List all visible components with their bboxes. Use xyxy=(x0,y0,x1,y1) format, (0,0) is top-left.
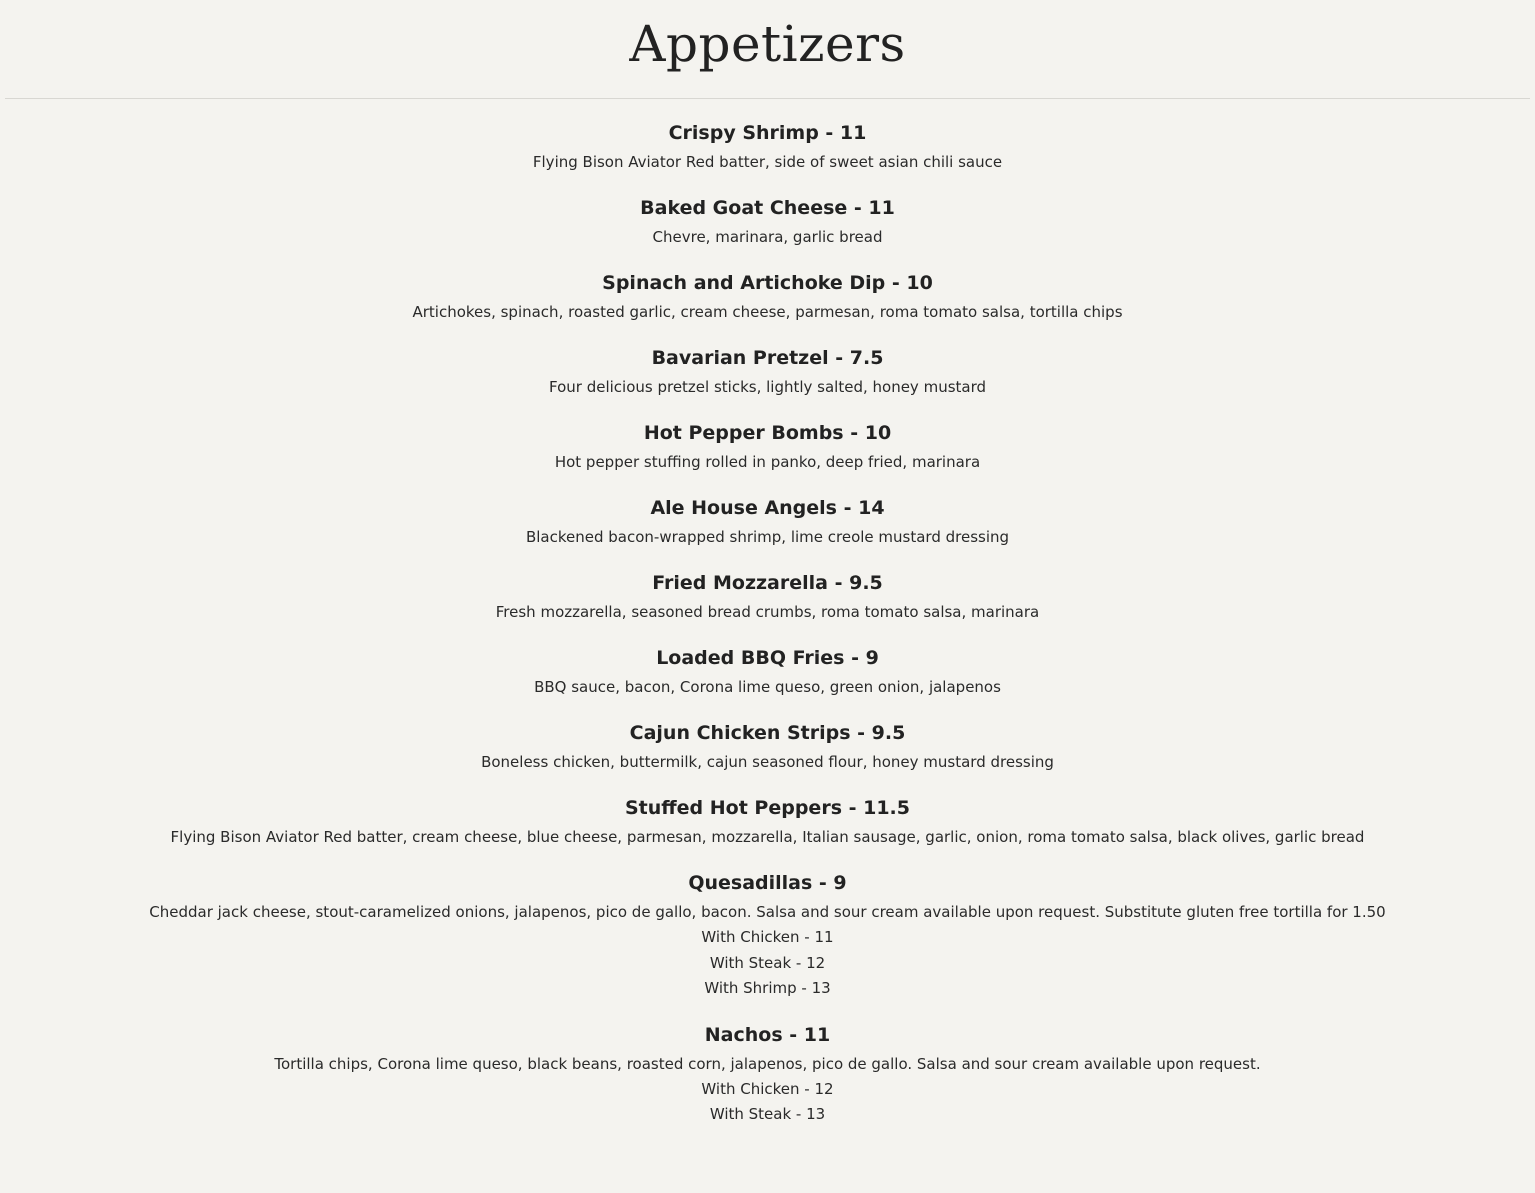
menu-item-name: Spinach and Artichoke Dip - 10 xyxy=(602,272,933,294)
menu-item-description: Four delicious pretzel sticks, lightly salted, honey mustard xyxy=(548,378,987,396)
menu-item-name: Quesadillas - 9 xyxy=(688,872,847,894)
menu-item-description: Boneless chicken, buttermilk, cajun seasoned flour, honey mustard dressing xyxy=(481,753,1054,771)
menu-item xyxy=(0,344,1535,400)
menu-item-name: Baked Goat Cheese - 11 xyxy=(640,197,895,219)
menu-item-name: Cajun Chicken Strips - 9.5 xyxy=(629,722,906,744)
menu-item-name: Nachos - 11 xyxy=(704,1023,831,1046)
menu-item xyxy=(0,119,1535,175)
menu-list xyxy=(0,99,1535,1128)
menu-item xyxy=(0,419,1535,475)
menu-item xyxy=(0,269,1535,325)
menu-item-name: Loaded BBQ Fries - 9 xyxy=(656,647,879,669)
menu-item-description: BBQ sauce, bacon, Corona lime queso, green onion, jalapenos xyxy=(534,678,1001,696)
menu-item xyxy=(0,794,1535,850)
menu-item xyxy=(0,719,1535,775)
menu-item-description: Chevre, marinara, garlic bread xyxy=(652,228,883,246)
page-title: Appetizers xyxy=(629,15,906,73)
menu-item-option: With Steak - 13 xyxy=(709,1105,826,1123)
menu-item-description: Artichokes, spinach, roasted garlic, cream cheese, parmesan, roma tomato salsa, tortilla chips xyxy=(412,303,1123,321)
menu-item-name: Stuffed Hot Peppers - 11.5 xyxy=(624,797,910,819)
menu-item-name: Ale House Angels - 14 xyxy=(650,497,885,519)
menu-item-description: Tortilla chips, Corona lime queso, black beans, roasted corn, jalapenos, pico de gallo. Salsa and sour cream available upon request. xyxy=(274,1054,1261,1073)
menu-item-option: With Shrimp - 13 xyxy=(704,979,831,997)
menu-item xyxy=(0,869,1535,1002)
menu-item-option: With Chicken - 12 xyxy=(701,1079,834,1098)
menu-item-description: Blackened bacon-wrapped shrimp, lime creole mustard dressing xyxy=(525,528,1010,546)
menu-item-name: Fried Mozzarella - 9.5 xyxy=(652,572,883,594)
menu-item-description: Fresh mozzarella, seasoned bread crumbs, roma tomato salsa, marinara xyxy=(495,603,1040,621)
menu-item-description: Flying Bison Aviator Red batter, cream cheese, blue cheese, parmesan, mozzarella, Italian sausage, garlic, onion, roma tomato salsa, black olives, garlic bread xyxy=(170,828,1365,846)
menu-item-name: Bavarian Pretzel - 7.5 xyxy=(651,347,884,369)
menu-item-name: Crispy Shrimp - 11 xyxy=(668,122,867,144)
page-header xyxy=(5,0,1530,99)
menu-item xyxy=(0,194,1535,250)
menu-item-description: Flying Bison Aviator Red batter, side of sweet asian chili sauce xyxy=(532,153,1003,171)
menu-item-option: With Steak - 12 xyxy=(709,953,826,972)
menu-item xyxy=(0,494,1535,550)
menu-item-option: With Chicken - 11 xyxy=(701,928,834,946)
menu-item xyxy=(0,1021,1535,1128)
menu-item xyxy=(0,644,1535,700)
menu-item-description: Cheddar jack cheese, stout-caramelized onions, jalapenos, pico de gallo, bacon. Salsa and sour cream available upon request. Substitute gluten free tortilla for 1.50 xyxy=(149,903,1386,921)
menu-item xyxy=(0,569,1535,625)
menu-item-name: Hot Pepper Bombs - 10 xyxy=(643,422,892,444)
menu-item-description: Hot pepper stuffing rolled in panko, deep fried, marinara xyxy=(554,453,981,471)
